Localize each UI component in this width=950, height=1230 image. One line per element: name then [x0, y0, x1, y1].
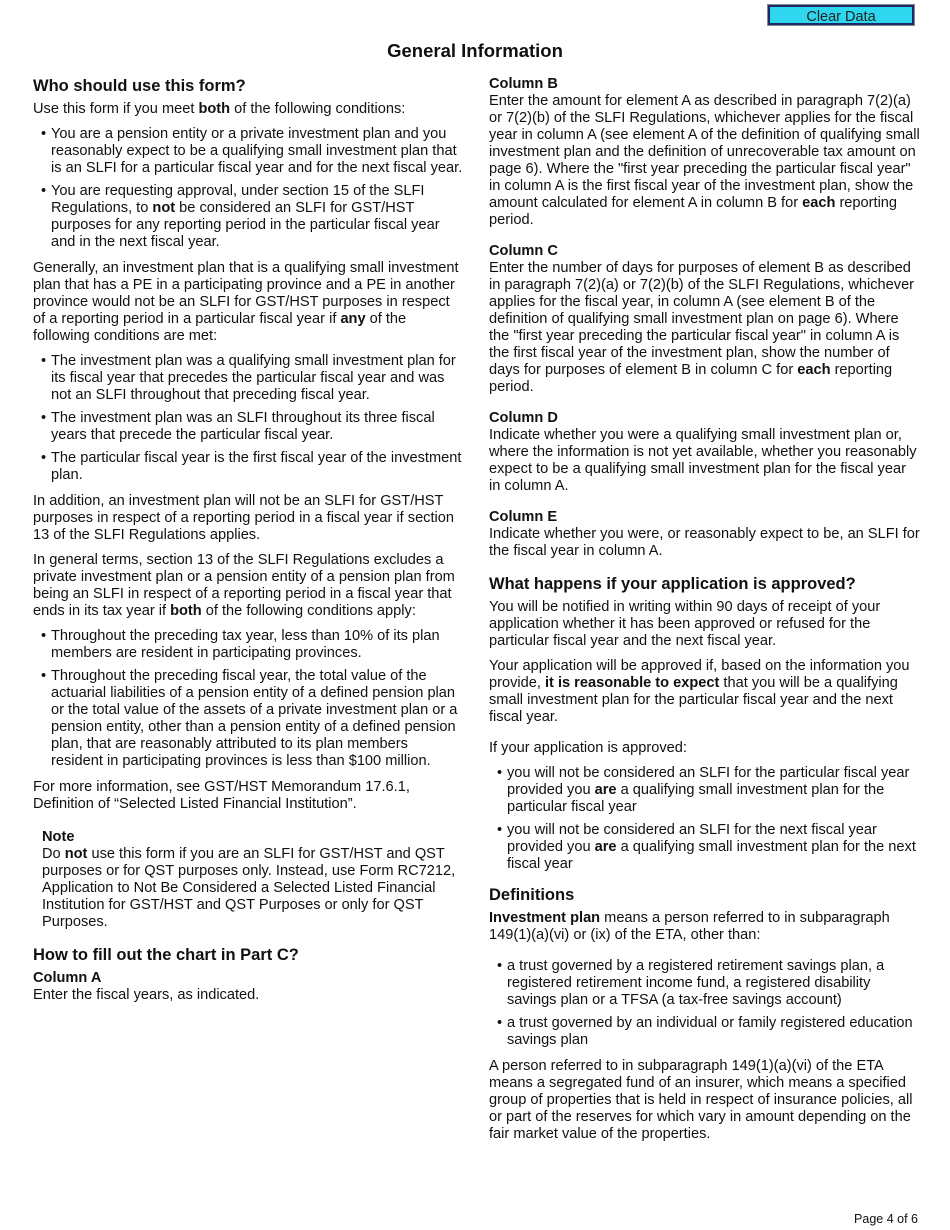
column-c-heading: Column C: [489, 243, 558, 259]
who-heading: Who should use this form?: [33, 77, 246, 95]
page-title: General Information: [387, 40, 563, 61]
column-e-text: Indicate whether you were, or reasonably expect to be, an SLFI for the fiscal year in column A.: [489, 526, 920, 559]
list-item: • The investment plan was an SLFI throughout its three fiscal years that precede the particular fiscal year.: [33, 410, 463, 444]
column-b-heading: Column B: [489, 76, 558, 92]
clear-data-button[interactable]: Clear Data: [768, 5, 914, 25]
definition-paragraph-1: Investment plan means a person referred to in subparagraph 149(1)(a)(vi) or (ix) of the ETA, other than:: [489, 910, 890, 943]
approved-paragraph-1: You will be notified in writing within 90 days of receipt of your application whether it has been approved or refused for the particular fiscal year and the next fiscal year.: [489, 599, 881, 649]
column-a-text: Enter the fiscal years, as indicated.: [33, 987, 260, 1003]
howto-heading: How to fill out the chart in Part C?: [33, 946, 299, 964]
who-list: [33, 126, 463, 251]
general-paragraph: Generally, an investment plan that is a qualifying small investment plan that has a PE in a participating province and a PE in another province would not be an SLFI for GST/HST purposes in respect of a reporting period in a particular fiscal year if any of the following conditions are met:: [33, 260, 459, 344]
list-item: • a trust governed by a registered retirement savings plan, a registered retirement income fund, a registered disability savings plan or a TFSA (a tax-free savings account): [489, 958, 921, 1009]
section13-paragraph: In general terms, section 13 of the SLFI Regulations excludes a private investment plan or a pension entity of a pension plan from being an SLFI in respect of a reporting period in a fiscal year that ends in its tax year if both of the following conditions apply:: [33, 552, 455, 619]
list-item: • Throughout the preceding tax year, less than 10% of its plan members are resident in participating provinces.: [33, 628, 463, 662]
note-text: Do not use this form if you are an SLFI for GST/HST and QST purposes or for QST purposes only. Instead, use Form RC7212, Application to Not Be Considered a Selected Listed Financial Institution for GST/HST and QST Purposes or only for QST Purposes.: [42, 846, 456, 930]
list-item: • you will not be considered an SLFI for the particular fiscal year provided you are a qualifying small investment plan for the particular fiscal year: [489, 765, 921, 816]
list-item: • You are a pension entity or a private investment plan and you reasonably expect to be a qualifying small investment plan that is an SLFI for a particular fiscal year and for the next fiscal year.: [33, 126, 463, 177]
right-column: [489, 76, 921, 1151]
definition-paragraph-2: A person referred to in subparagraph 149(1)(a)(vi) of the ETA means a segregated fund of an insurer, which means a specified group of properties that is held in respect of insurance policies, all or part of the reserves for which vary in amount depending on the fair market value of the properties.: [489, 1058, 913, 1142]
who-intro: Use this form if you meet both of the following conditions:: [33, 101, 406, 117]
note-box: [42, 829, 463, 931]
conditions-list: [33, 353, 463, 484]
column-e-heading: Column E: [489, 509, 558, 525]
definitions-list: [489, 958, 921, 1049]
page-number: Page 4 of 6: [854, 1212, 918, 1226]
column-b-text: Enter the amount for element A as described in paragraph 7(2)(a) or 7(2)(b) of the SLFI Regulations, whichever applies for the fiscal year in column A (see element A of the definition of qualifying small investment plan and the definition of unrecoverable tax amount on page 6). Where the "first year preceding the particular fiscal year" in column A is the first fiscal year of the investment plan, show the amount calculated for element A in column B for each reporting period.: [489, 93, 920, 228]
column-c-text: Enter the number of days for purposes of element B as described in paragraph 7(2)(a) or 7(2)(b) of the SLFI Regulations, whichever applies for the fiscal year, in column A (see element B of the definition of qualifying small investment plan on page 6). Where the "first year preceding the particular fiscal year" in column A is the first fiscal year of the investment plan, show the number of days for purposes of element B in column C for each reporting period.: [489, 260, 915, 395]
column-a-heading: Column A: [33, 970, 102, 986]
section13-list: [33, 628, 463, 770]
approved-list: [489, 765, 921, 873]
column-d-text: Indicate whether you were a qualifying small investment plan or, where the information is not yet available, whether you reasonably expect to be a qualifying small investment plan for the fiscal year in column A.: [489, 427, 917, 494]
more-info-paragraph: For more information, see GST/HST Memorandum 17.6.1, Definition of “Selected Listed Financial Institution”.: [33, 779, 410, 812]
list-item: • a trust governed by an individual or family registered education savings plan: [489, 1015, 921, 1049]
column-d-heading: Column D: [489, 410, 558, 426]
left-column: [33, 76, 463, 1012]
addition-paragraph: In addition, an investment plan will not be an SLFI for GST/HST purposes in respect of a reporting period in a fiscal year if section 13 of the SLFI Regulations applies.: [33, 493, 455, 543]
list-item: • you will not be considered an SLFI for the next fiscal year provided you are a qualifying small investment plan for the next fiscal year: [489, 822, 921, 873]
definitions-heading: Definitions: [489, 886, 575, 904]
approved-paragraph-2: Your application will be approved if, based on the information you provide, it is reasonable to expect that you will be a qualifying small investment plan for the particular fiscal year and the next fiscal year.: [489, 658, 910, 725]
note-heading: Note: [42, 829, 75, 845]
list-item: • The particular fiscal year is the first fiscal year of the investment plan.: [33, 450, 463, 484]
list-item: • You are requesting approval, under section 15 of the SLFI Regulations, to not be considered an SLFI for GST/HST purposes for any reporting period in the particular fiscal year and in the next fiscal year.: [33, 183, 463, 251]
list-item: • Throughout the preceding fiscal year, the total value of the actuarial liabilities of a pension entity of a defined pension plan or the total value of the assets of a private investment plan or a pension entity, other than a pension entity of a defined pension plan, that are reasonably attributed to its plan members resident in participating provinces is less than $100 million.: [33, 668, 463, 770]
list-item: • The investment plan was a qualifying small investment plan for its fiscal year that precedes the particular fiscal year and was not an SLFI throughout that preceding fiscal year.: [33, 353, 463, 404]
approved-paragraph-3: If your application is approved:: [489, 740, 687, 756]
approved-heading: What happens if your application is approved?: [489, 575, 856, 593]
